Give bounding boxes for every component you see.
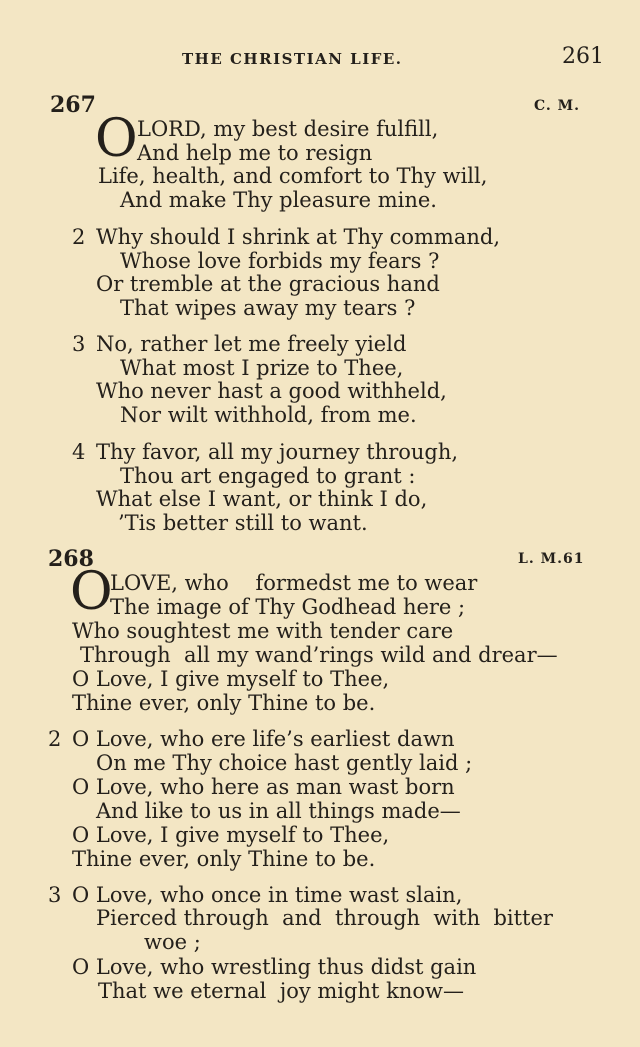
hymn-267-v4-line-1: Thy favor, all my journey through, (96, 440, 459, 464)
running-header: THE CHRISTIAN LIFE. (182, 50, 403, 68)
hymn-267-v2-line-4: That wipes away my tears ? (120, 296, 416, 320)
hymn-267-v3-line-3: Who never hast a good withheld, (96, 379, 447, 403)
hymn-268-v3-line-2: Pierced through and through with bitter (96, 906, 553, 930)
hymn-267-verse-3-number: 3 (72, 332, 86, 356)
hymn-267-v1-line-4: And make Thy pleasure mine. (120, 188, 437, 212)
hymn-267-verse-4-number: 4 (72, 440, 86, 464)
hymn-268-v1-line-1: LOVE, who formedst me to wear (110, 571, 478, 595)
hymn-267-v1-line-1: LORD, my best desire fulfill, (137, 117, 439, 141)
hymn-268-verse-3-number: 3 (48, 883, 62, 907)
hymn-268-v3-line-3: woe ; (144, 930, 201, 954)
hymn-267-v1-line-2: And help me to resign (137, 141, 373, 165)
hymn-268-dropcap: O (70, 562, 113, 622)
hymn-268-v2-line-3: O Love, who here as man wast born (72, 775, 455, 799)
hymn-268-v3-line-5: That we eternal joy might know— (98, 979, 464, 1003)
hymn-268-verse-2-number: 2 (48, 727, 62, 751)
hymn-267-v1-line-3: Life, health, and comfort to Thy will, (98, 164, 488, 188)
hymn-268-v2-line-2: On me Thy choice hast gently laid ; (96, 751, 473, 775)
hymn-267-v4-line-3: What else I want, or think I do, (96, 487, 428, 511)
hymn-267-v2-line-2: Whose love forbids my fears ? (120, 249, 440, 273)
page-number: 261 (562, 44, 604, 69)
hymn-268-v3-line-4: O Love, who wrestling thus didst gain (72, 955, 477, 979)
hymn-267-verse-2-number: 2 (72, 225, 86, 249)
hymn-267-v2-line-3: Or tremble at the gracious hand (96, 272, 440, 296)
hymn-268-v2-line-5: O Love, I give myself to Thee, (72, 823, 390, 847)
hymn-268-v1-line-6: Thine ever, only Thine to be. (72, 691, 376, 715)
hymn-267-v2-line-1: Why should I shrink at Thy command, (96, 225, 501, 249)
hymn-267-meter: C. M. (534, 98, 581, 114)
hymn-267-v4-line-4: ’Tis better still to want. (118, 511, 368, 535)
hymn-268-v1-line-2: The image of Thy Godhead here ; (110, 595, 466, 619)
hymn-268-v1-line-3: Who soughtest me with tender care (72, 619, 454, 643)
hymn-268-v2-line-6: Thine ever, only Thine to be. (72, 847, 376, 871)
hymn-267-v4-line-2: Thou art engaged to grant : (120, 464, 416, 488)
hymn-267-v3-line-1: No, rather let me freely yield (96, 332, 407, 356)
hymn-268-v2-line-4: And like to us in all things made— (96, 799, 461, 823)
hymn-number-268: 268 (48, 546, 94, 572)
hymn-267-v3-line-4: Nor wilt withhold, from me. (120, 403, 417, 427)
hymn-number-267: 267 (50, 92, 96, 118)
hymn-268-v1-line-5: O Love, I give myself to Thee, (72, 667, 390, 691)
hymn-268-meter: L. M.61 (518, 551, 585, 567)
hymn-267-v3-line-2: What most I prize to Thee, (120, 356, 404, 380)
hymn-267-dropcap: O (95, 109, 138, 169)
hymn-268-v1-line-4: Through all my wand’rings wild and drear— (80, 643, 558, 667)
hymn-268-v3-line-1: O Love, who once in time wast slain, (72, 883, 463, 907)
hymn-268-v2-line-1: O Love, who ere life’s earliest dawn (72, 727, 455, 751)
